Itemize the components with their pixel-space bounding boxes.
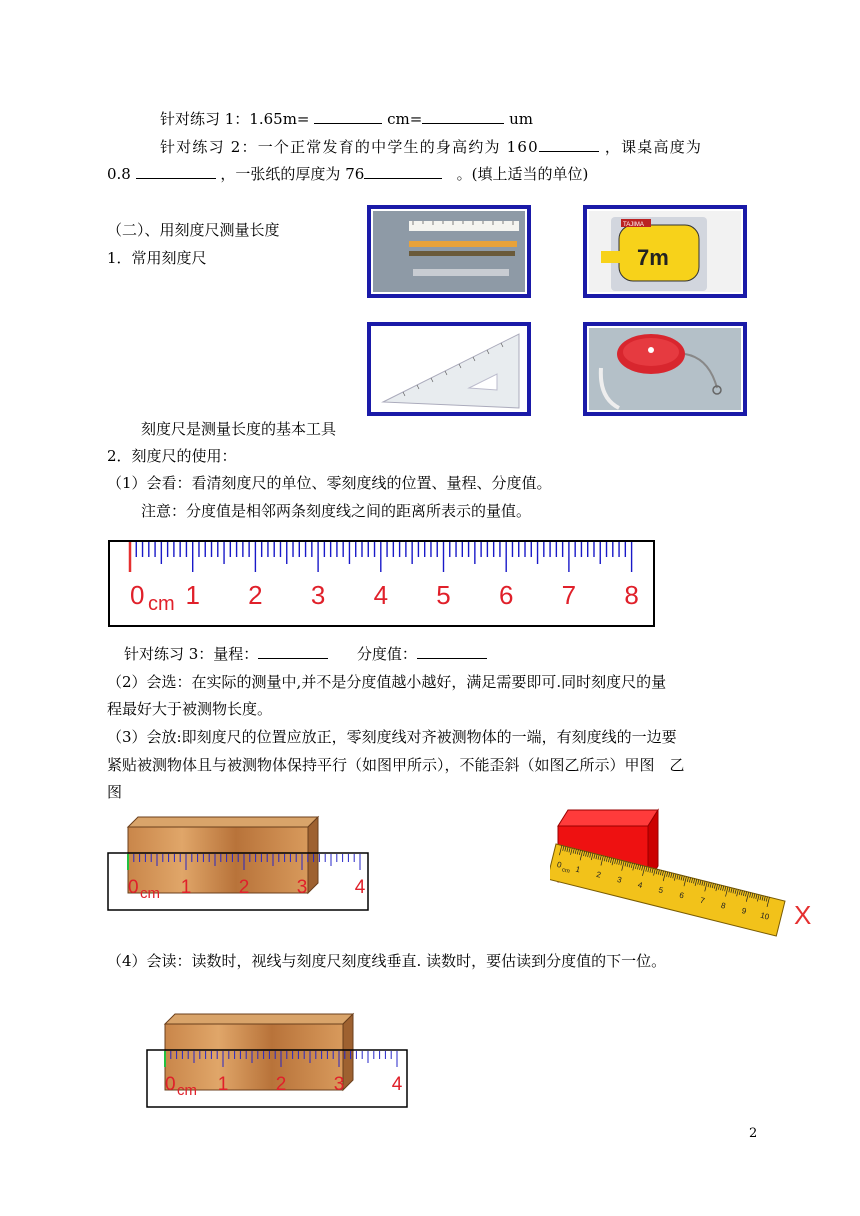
ruler-unit: cm [148, 593, 175, 615]
photo-tape-measure [583, 205, 747, 298]
choose-line-2: 程最好大于被测物长度。 [107, 700, 273, 718]
ruler-label: 0 [128, 877, 139, 898]
tape-size: 7m [637, 245, 669, 270]
answer-blank[interactable] [364, 164, 442, 179]
figure-reading [145, 1010, 413, 1110]
practice-3 [124, 644, 487, 664]
ruler-label: 7 [699, 895, 706, 906]
ruler-label: 5 [436, 580, 451, 610]
ruler-label: 2 [238, 877, 250, 898]
ruler-label: 3 [296, 877, 308, 898]
photo-round-tape [583, 322, 747, 416]
round-tape-image [589, 328, 743, 412]
photo-straight-rulers [367, 205, 531, 298]
usage-heading: 2．刻度尺的使用： [107, 447, 237, 465]
practice-2-line-1 [160, 137, 702, 157]
wrong-mark-x: X [794, 900, 812, 930]
ruler-label: 1 [217, 1074, 229, 1095]
ruler-label: 9 [740, 906, 748, 916]
practice-2-text: ，课桌高度为 [604, 138, 703, 156]
ruler-label: 1 [574, 864, 582, 875]
figure-correct-placement [106, 815, 374, 913]
place-line-1: （3）会放:即刻度尺的位置应放正，零刻度线对齐被测物体的一端，有刻度线的一边要 [107, 728, 677, 746]
ruler-label: 5 [657, 885, 665, 896]
basic-tool-text: 刻度尺是测量长度的基本工具 [141, 420, 337, 438]
item-common-rulers: 1．常用刻度尺 [107, 249, 207, 267]
ruler-label: 4 [354, 877, 366, 898]
practice-2-text: 针对练习 2：一个正常发育的中学生的身高约为 160 [160, 138, 539, 156]
answer-blank[interactable] [539, 137, 599, 152]
ruler-label: 1 [185, 580, 200, 610]
ruler-label: 4 [373, 580, 389, 610]
usage-look: （1）会看：看清刻度尺的单位、零刻度线的位置、量程、分度值。 [107, 474, 552, 492]
practice-1-suffix: um [509, 110, 533, 128]
figure-tilted-placement [550, 808, 812, 938]
ruler-label: 8 [719, 900, 727, 911]
ruler-unit: cm [177, 1082, 197, 1099]
photo-triangle-ruler [367, 322, 531, 416]
place-line-2: 紧贴被测物体且与被测物体保持平行（如图甲所示），不能歪斜（如图乙所示）甲图 乙 [107, 756, 685, 774]
answer-blank[interactable] [422, 109, 504, 124]
tape-brand: TAJIMA [623, 222, 644, 228]
ruler-label: 4 [636, 880, 644, 890]
practice-1-prefix: 针对练习 1：1.65m= [160, 110, 310, 128]
division-blank[interactable] [417, 644, 487, 659]
big-ruler [108, 540, 656, 628]
ruler-label: 7 [561, 580, 577, 610]
page-number: 2 [749, 1126, 758, 1141]
ruler-label: 0 [130, 580, 145, 610]
place-line-3: 图 [107, 783, 123, 801]
ruler-unit: cm [140, 885, 160, 902]
ruler-label: 0 [556, 860, 563, 870]
practice-2-text: 0.8 [107, 165, 131, 183]
usage-note: 注意：分度值是相邻两条刻度线之间的距离所表示的量值。 [141, 502, 532, 520]
ruler-label: 2 [275, 1074, 287, 1095]
ruler-label: 1 [180, 877, 192, 898]
practice-1 [160, 109, 533, 129]
ruler-label: 3 [333, 1074, 345, 1095]
practice-1-mid: cm= [387, 110, 423, 128]
division-label: 分度值： [356, 645, 417, 663]
ruler-label: 4 [391, 1074, 403, 1095]
range-blank[interactable] [258, 644, 328, 659]
practice-2-text: ，一张纸的厚度为 76 [220, 165, 365, 183]
range-label: 针对练习 3：量程： [124, 645, 259, 663]
ruler-label: 3 [310, 580, 326, 610]
ruler-label: 6 [678, 890, 685, 901]
ruler-label: 0 [165, 1074, 176, 1095]
answer-blank[interactable] [136, 164, 216, 179]
practice-2-line-2 [107, 164, 588, 184]
ruler-label: 2 [248, 580, 263, 610]
ruler-label: 2 [595, 869, 602, 880]
ruler-label: 6 [498, 580, 514, 610]
ruler-label: 10 [759, 910, 771, 922]
practice-2-text: 。(填上适当的单位) [456, 165, 589, 183]
triangle-ruler-image [373, 328, 527, 412]
section-heading: （二）、用刻度尺测量长度 [107, 221, 280, 239]
ruler-unit: cm [561, 867, 571, 876]
rulers-image [373, 211, 527, 294]
ruler-label: 3 [616, 874, 623, 885]
choose-line-1: （2）会选：在实际的测量中,并不是分度值越小越好，满足需要即可.同时刻度尺的量 [107, 673, 667, 691]
answer-blank[interactable] [314, 109, 382, 124]
tape-measure-image [589, 211, 743, 294]
read-text: （4）会读：读数时，视线与刻度尺刻度线垂直. 读数时，要估读到分度值的下一位。 [107, 952, 667, 970]
ruler-label: 8 [624, 580, 639, 610]
